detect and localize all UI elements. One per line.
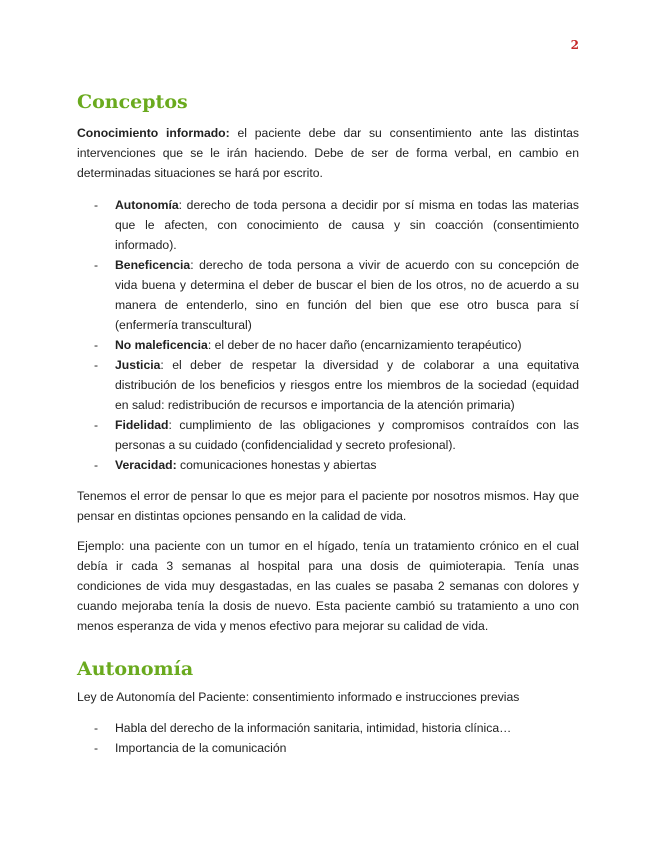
autonomia-intro: Ley de Autonomía del Paciente: consentimiento informado e instrucciones previas: [77, 690, 520, 704]
page-number: 2: [570, 38, 579, 52]
list-item-term: Fidelidad: [115, 418, 169, 432]
list-item-text: : derecho de toda persona a decidir por sí misma en todas las materias que le afecten, con conocimiento de causa y sin coacción (consentimiento informado).: [115, 198, 579, 252]
list-item-text: : derecho de toda persona a vivir de acuerdo con su concepción de vida buena y determina el deber de buscar el bien de los otros, no de acuerdo a su manera de entenderlo, sino en función del bien que ese otro busca para sí (enfermería transcultural): [115, 258, 579, 332]
intro-label: Conocimiento informado:: [77, 126, 230, 140]
list-item: [77, 255, 579, 335]
list-item-term: Veracidad:: [115, 458, 177, 472]
list-item-term: Justicia: [115, 358, 161, 372]
intro-paragraph: [77, 123, 579, 183]
paragraph-example: Ejemplo: una paciente con un tumor en el hígado, tenía un tratamiento crónico en el cual debía ir cada 3 semanas al hospital para una dosis de quimioterapia. Tenía unas condiciones de vida muy desgastadas, en las cuales se pasaba 2 semanas con dolores y cuando mejoraba tenía la dosis de nuevo. Esta paciente cambió su tratamiento a uno con menos esperanza de vida y menos efectivo para mejorar su calidad de vida.: [77, 539, 579, 633]
section-title-conceptos: Conceptos: [77, 91, 188, 113]
list-item: [77, 335, 579, 355]
autonomia-list: [77, 718, 579, 758]
paragraph-error: Tenemos el error de pensar lo que es mejor para el paciente por nosotros mismos. Hay que pensar en distintas opciones pensando en la calidad de vida.: [77, 489, 579, 523]
list-item: [77, 355, 579, 415]
list-item: [77, 455, 579, 475]
section-title-autonomia: Autonomía: [77, 658, 194, 680]
list-item: - Importancia de la comunicación: [77, 738, 579, 758]
list-item-text: : cumplimiento de las obligaciones y compromisos contraídos con las personas a su cuidado (confidencialidad y secreto profesional).: [115, 418, 579, 452]
list-item: [77, 415, 579, 455]
list-item: - Habla del derecho de la información sanitaria, intimidad, historia clínica…: [77, 718, 579, 738]
list-item-text: comunicaciones honestas y abiertas: [176, 458, 377, 472]
page-content: [77, 89, 579, 758]
list-item: [77, 195, 579, 255]
list-item-text: : el deber de respetar la diversidad y de colaborar a una equitativa distribución de los beneficios y riesgos entre los miembros de la sociedad (equidad en salud: redistribución de recursos e importancia de la atención primaria): [115, 358, 579, 412]
principles-list: [77, 195, 579, 475]
list-item-term: Beneficencia: [115, 258, 191, 272]
intro-text: el paciente debe dar su consentimiento ante las distintas intervenciones que se le irán haciendo. Debe de ser de forma verbal, en cambio en determinadas situaciones se hará por escrito.: [77, 126, 579, 180]
list-item-term: Autonomía: [115, 198, 179, 212]
list-item-term: No maleficencia: [115, 338, 208, 352]
list-item-text: : el deber de no hacer daño (encarnizamiento terapéutico): [207, 338, 522, 352]
